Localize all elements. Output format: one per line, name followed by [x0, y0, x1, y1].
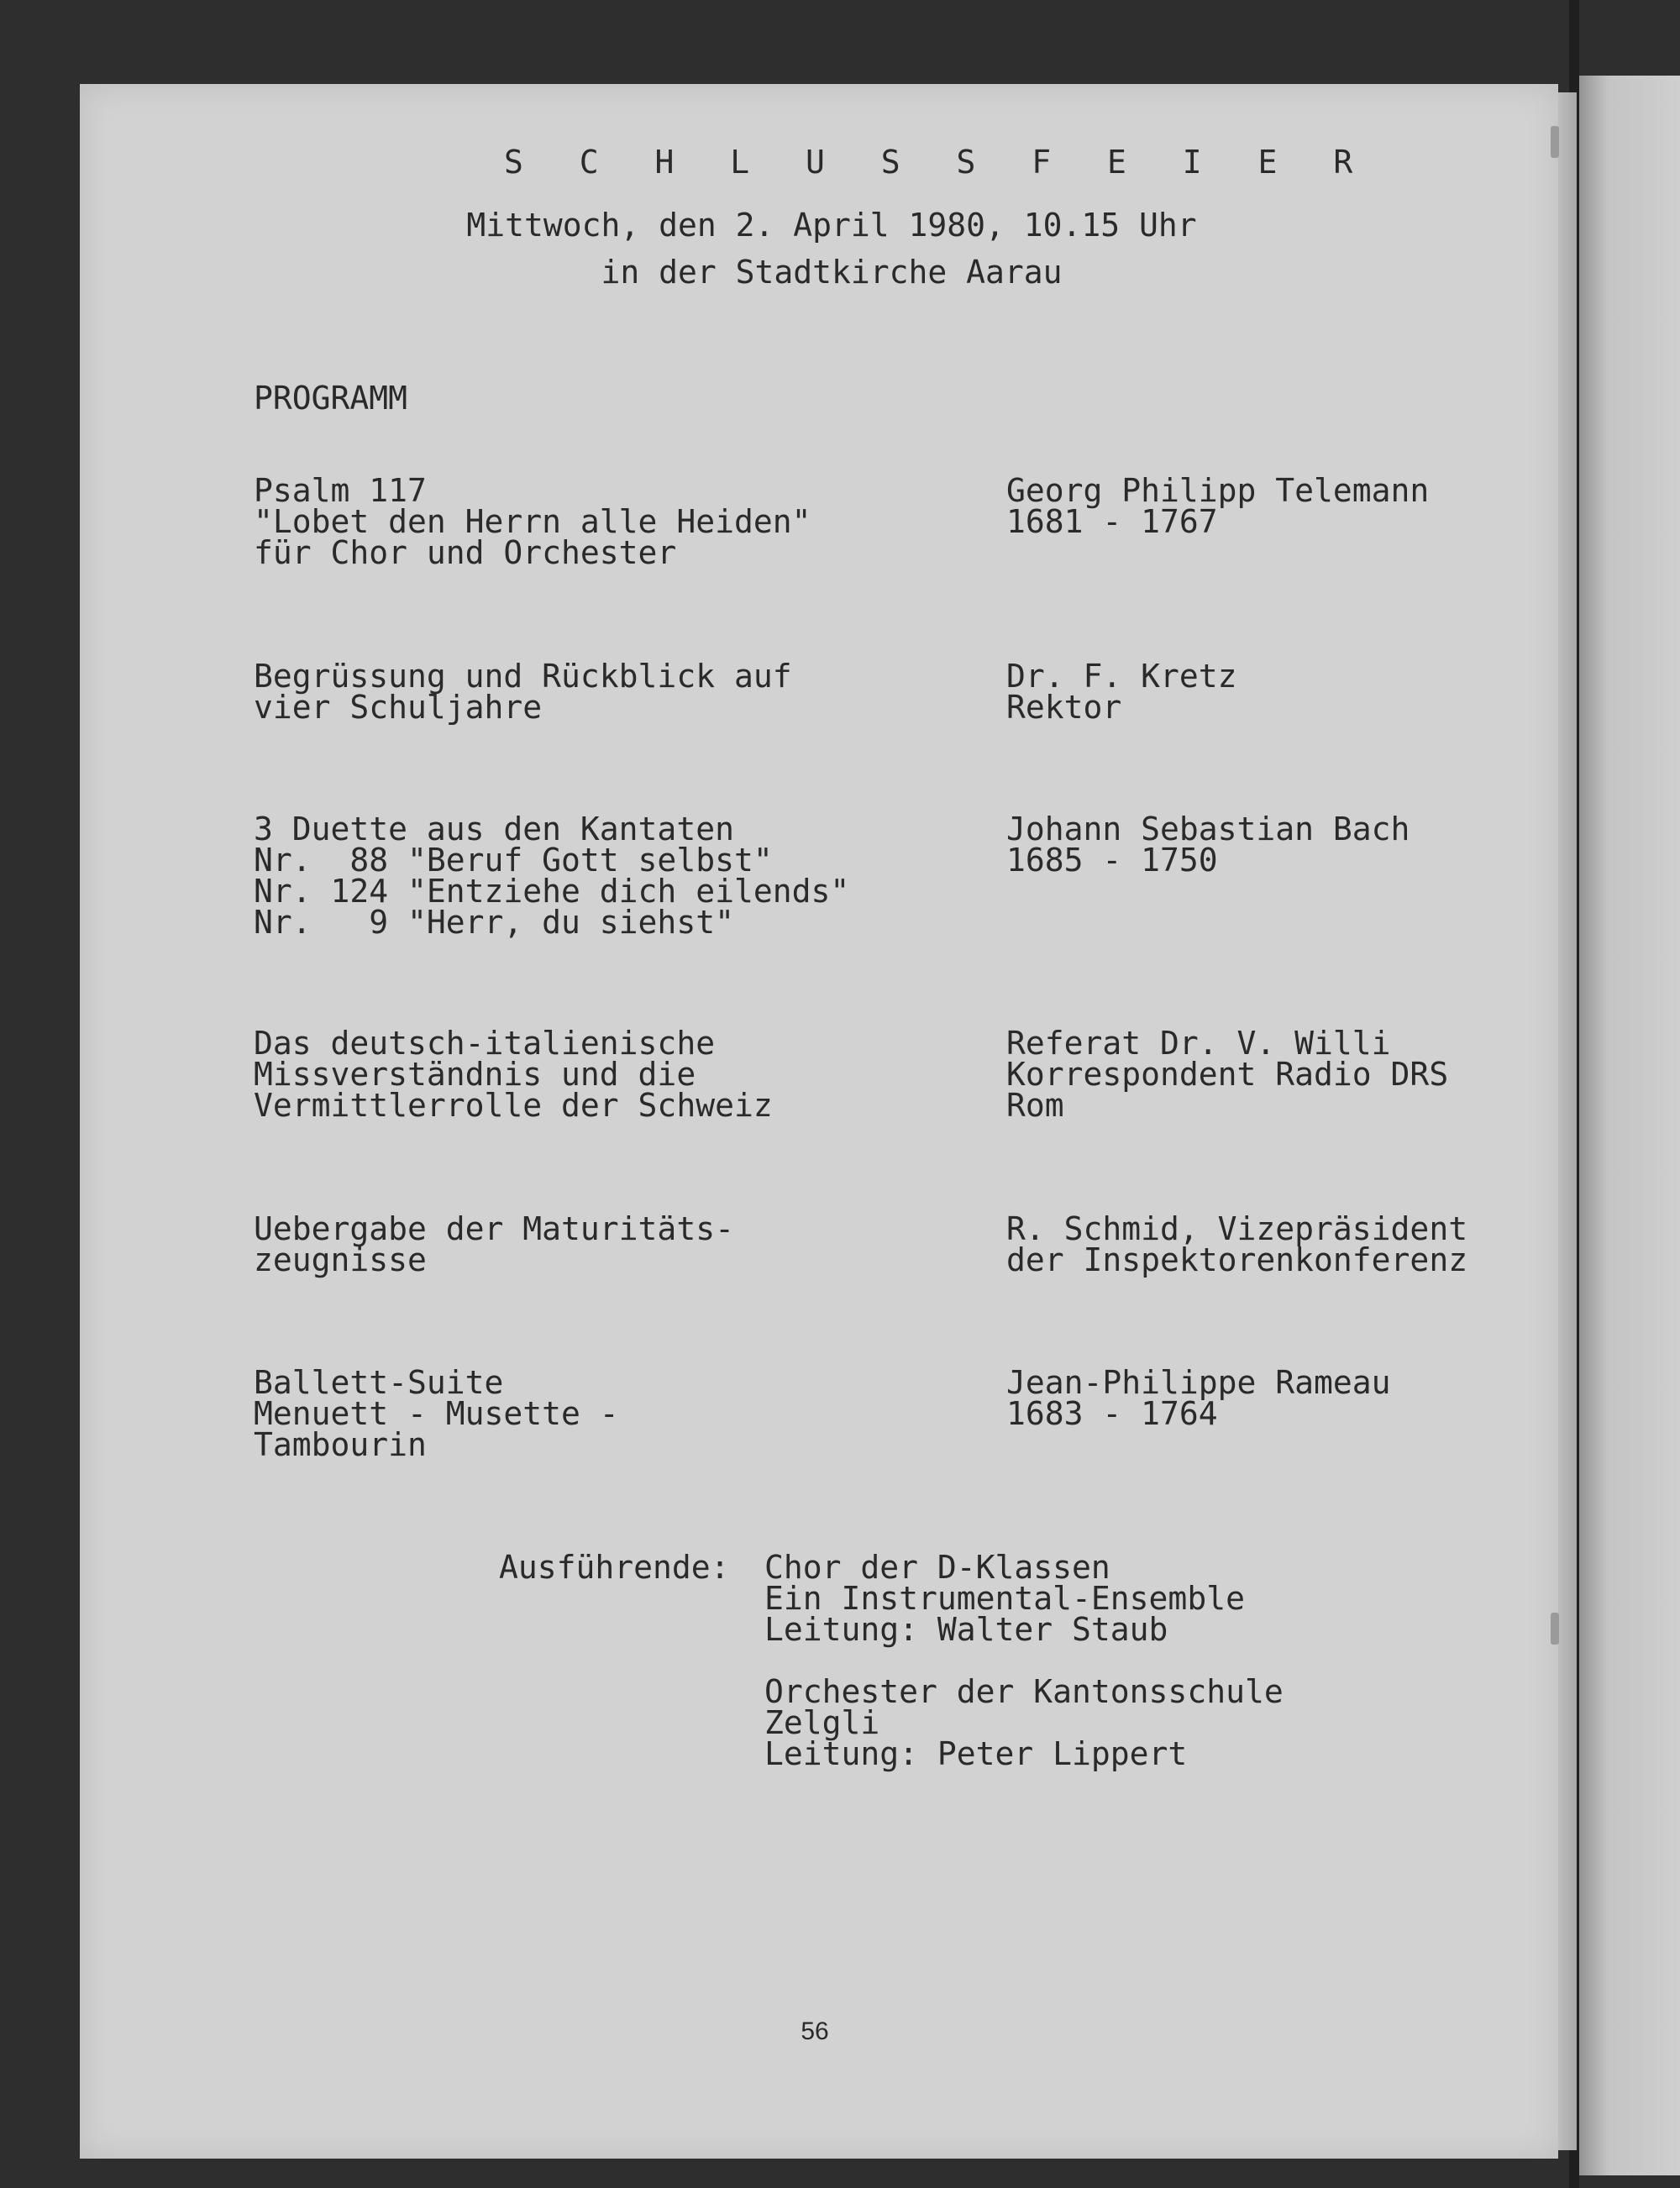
- page-edge: [1558, 92, 1577, 2150]
- place-line: in der Stadtkirche Aarau: [601, 254, 1063, 291]
- performer-line: Ein Instrumental-Ensemble: [764, 1580, 1245, 1617]
- item-text: Tambourin: [254, 1426, 427, 1463]
- item-text: vier Schuljahre: [254, 689, 543, 726]
- item-performer: 1685 - 1750: [1006, 842, 1218, 879]
- page-number: 56: [801, 2017, 829, 2045]
- program-heading: PROGRAMM: [254, 380, 408, 417]
- performer-line: Zelgli: [764, 1704, 880, 1741]
- item-performer: Jean-Philippe Rameau: [1006, 1364, 1391, 1401]
- performer-line: Chor der D-Klassen: [764, 1549, 1110, 1586]
- item-text: Vermittlerrolle der Schweiz: [254, 1087, 773, 1124]
- item-text: Menuett - Musette -: [254, 1395, 619, 1432]
- document-title: S C H L U S S F E I E R: [504, 144, 1372, 181]
- item-performer: R. Schmid, Vizepräsident: [1006, 1210, 1468, 1247]
- item-text: 3 Duette aus den Kantaten: [254, 811, 734, 847]
- item-text: Missverständnis und die: [254, 1056, 696, 1093]
- item-text: Nr. 88 "Beruf Gott selbst": [254, 842, 773, 879]
- item-text: Psalm 117: [254, 472, 427, 509]
- binding-staple: [1551, 1613, 1559, 1645]
- item-performer: Referat Dr. V. Willi: [1006, 1025, 1391, 1062]
- performer-line: Leitung: Walter Staub: [764, 1611, 1168, 1648]
- item-text: Ballett-Suite: [254, 1364, 504, 1401]
- item-text: für Chor und Orchester: [254, 534, 677, 571]
- facing-page: [1577, 76, 1680, 2175]
- item-text: zeugnisse: [254, 1241, 427, 1278]
- item-text: Nr. 9 "Herr, du siehst": [254, 904, 734, 941]
- binding-staple: [1551, 126, 1559, 158]
- item-text: Nr. 124 "Entziehe dich eilends": [254, 873, 850, 910]
- item-text: Das deutsch-italienische: [254, 1025, 716, 1062]
- performer-line: Leitung: Peter Lippert: [764, 1735, 1188, 1772]
- item-performer: 1681 - 1767: [1006, 503, 1218, 540]
- item-text: Begrüssung und Rückblick auf: [254, 658, 792, 695]
- item-performer: Georg Philipp Telemann: [1006, 472, 1430, 509]
- item-text: "Lobet den Herrn alle Heiden": [254, 503, 811, 540]
- date-line: Mittwoch, den 2. April 1980, 10.15 Uhr: [466, 207, 1197, 244]
- item-performer: Johann Sebastian Bach: [1006, 811, 1410, 847]
- item-text: Uebergabe der Maturitäts-: [254, 1210, 734, 1247]
- item-performer: Rom: [1006, 1087, 1064, 1124]
- item-performer: Rektor: [1006, 689, 1122, 726]
- item-performer: Dr. F. Kretz: [1006, 658, 1237, 695]
- item-performer: Korrespondent Radio DRS: [1006, 1056, 1449, 1093]
- item-performer: der Inspektorenkonferenz: [1006, 1241, 1468, 1278]
- performers-label: Ausführende:: [499, 1549, 730, 1586]
- item-performer: 1683 - 1764: [1006, 1395, 1218, 1432]
- performer-line: Orchester der Kantonsschule: [764, 1673, 1284, 1710]
